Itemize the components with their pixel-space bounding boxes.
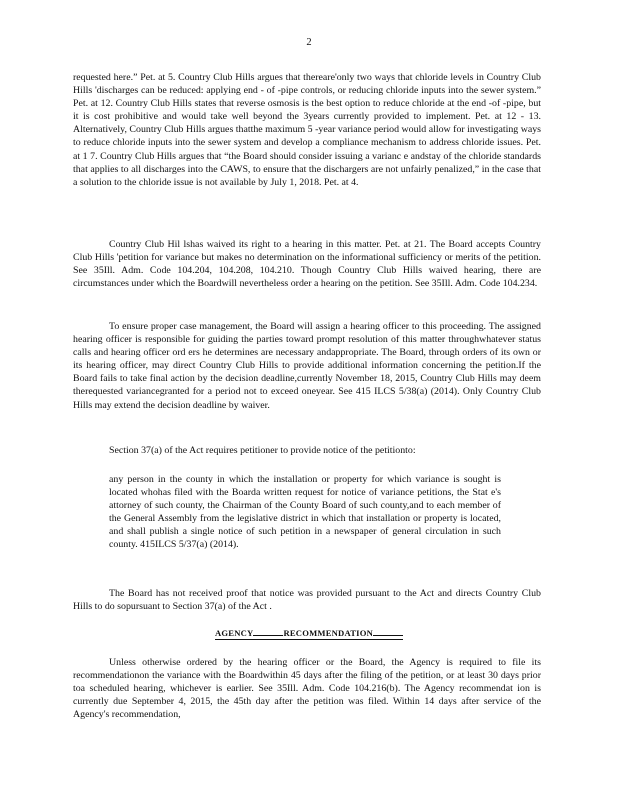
paragraph-petition-arguments: requested here.” Pet. at 5. Country Club Hills argues that thereare'only two ways that chloride levels in Country Club Hills 'discharges can be reduced: applying end - of -pipe controls, or reducing chloride inputs into the sewer system.” Pet. at 12. Country Club Hills states that reverse osmosis is the best option to reduce chloride at the end -of -pipe, but it is cost prohibitive and would take well beyond the 3years currently provided to implement. Pet. at 12 - 13. Alternatively, Country Club Hills argues thatthe maximum 5 -year variance period would allow for investigating ways to reduce chloride inputs into the sewer system and develop a compliance mechanism to address chloride issues. Pet. at 1 7. Country Club Hills argues that “the Board should consider issuing a varianc e andstay of the chloride standards that applies to all discharges into the CAWS, to ensure that the dischargers are not unfairly penalized,” in the case that a solution to the chloride issue is not available by July 1, 2018. Pet. at 4. (73, 72, 541, 188)
heading-word-agency: AGENCY (215, 628, 254, 638)
page-number: 2 (306, 37, 312, 48)
paragraph-agency-recommendation: Unless otherwise ordered by the hearing officer or the Board, the Agency is required to file its recommendationon the variance with the Boardwithin 45 days after the filing of the petition, or at least 30 days prior toa scheduled hearing, whichever is earlier. See 35Ill. Adm. Code 104.216(b). The Agency recommendat ion is currently due September 4, 2015, the 45th day after the petition was filed. Within 14 days after service of the Agency's recommendation, (73, 657, 541, 721)
paragraph-case-management: To ensure proper case management, the Board will assign a hearing officer to this proceeding. The assigned hearing officer is responsible for guiding the parties toward prompt resolution of this matter throughwhatever status calls and hearing officer ord ers he determines are necessary andappropriate. The Board, through orders of its own or its hearing officer, may direct Country Club Hills to provide additional information concerning the petition.If the Board fails to take final action by the decision deadline,currently November 18, 2015, Country Club Hills may deem therequested variancegranted for a period not to exceed oneyear. See 415 ILCS 5/38(a) (2014). Only Country Club Hills may extend the decision deadline by waiver. (73, 321, 541, 411)
paragraph-section-37a: Section 37(a) of the Act requires petitioner to provide notice of the petitionto: (109, 445, 416, 456)
paragraph-hearing-waiver: Country Club Hil lshas waived its right to a hearing in this matter. Pet. at 21. The Board accepts Country Club Hills 'petition for variance but makes no determination on the informational sufficiency or merits of the petition. See 35Ill. Adm. Code 104.204, 104.208, 104.210. Though Country Club Hills waived hearing, there are circumstances under which the Boardwill nevertheless order a hearing on the petition. See 35Ill. Adm. Code 104.234. (73, 239, 541, 290)
paragraph-notice-directive: The Board has not received proof that notice was provided pursuant to the Act and directs Country Club Hills to do sopursuant to Section 37(a) of the Act . (73, 588, 541, 613)
block-quote-notice-requirement: any person in the county in which the installation or property for which variance is sought is located whohas filed with the Boarda written request for notice of variance petitions, the Stat e's attorney of such county, the Chairman of the County Board of such county,and to each member of the General Assembly from the legislative district in which that installation or property is located, and shall publish a single notice of such petition in a newspaper of general circulation in such county. 415ILCS 5/37(a) (2014). (109, 474, 501, 551)
heading-word-recommendation: RECOMMENDATION (283, 628, 373, 638)
section-heading-agency-recommendation (0, 628, 618, 638)
